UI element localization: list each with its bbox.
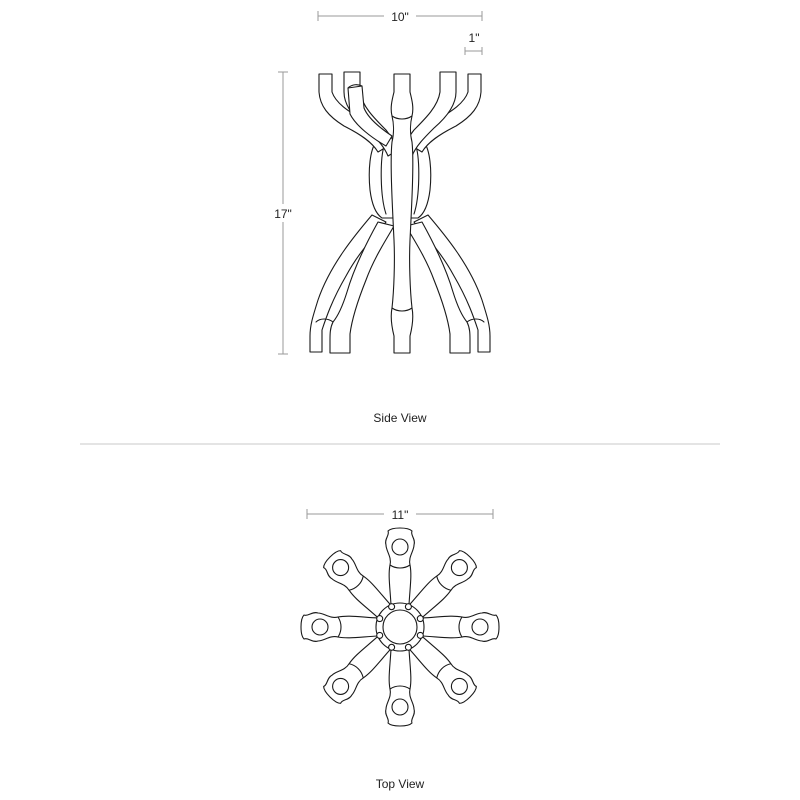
side-width-dimension (318, 6, 482, 24)
candle-cup (312, 619, 328, 635)
top-arm (422, 613, 499, 642)
hub-knuckle (389, 644, 395, 650)
top-width-dimension (307, 505, 493, 523)
hub-knuckle (417, 632, 423, 638)
top-arm (386, 528, 415, 605)
hub-knuckle (417, 616, 423, 622)
top-view (301, 505, 499, 791)
candelabra-side-drawing (310, 72, 490, 353)
side-height-dimension (270, 72, 296, 354)
hub-knuckle (389, 604, 395, 610)
hub-knuckle (377, 632, 383, 638)
side-view (270, 6, 490, 425)
hub-knuckle (377, 616, 383, 622)
side-view-caption: Side View (373, 411, 427, 425)
top-arm (301, 613, 378, 642)
cup-dimension-label: 1" (468, 31, 480, 45)
top-view-caption: Top View (375, 777, 425, 791)
hub-knuckle (405, 644, 411, 650)
side-width-label: 10" (391, 10, 409, 24)
hub-inner (383, 610, 417, 644)
candle-cup (472, 619, 488, 635)
side-height-label: 17" (274, 207, 292, 221)
candle-cup (392, 539, 408, 555)
candelabra-top-drawing (301, 528, 499, 726)
top-width-label: 11" (391, 508, 409, 522)
candle-cup (392, 699, 408, 715)
cup-dimension (465, 31, 482, 55)
top-arm (386, 649, 415, 726)
hub-knuckle (405, 604, 411, 610)
